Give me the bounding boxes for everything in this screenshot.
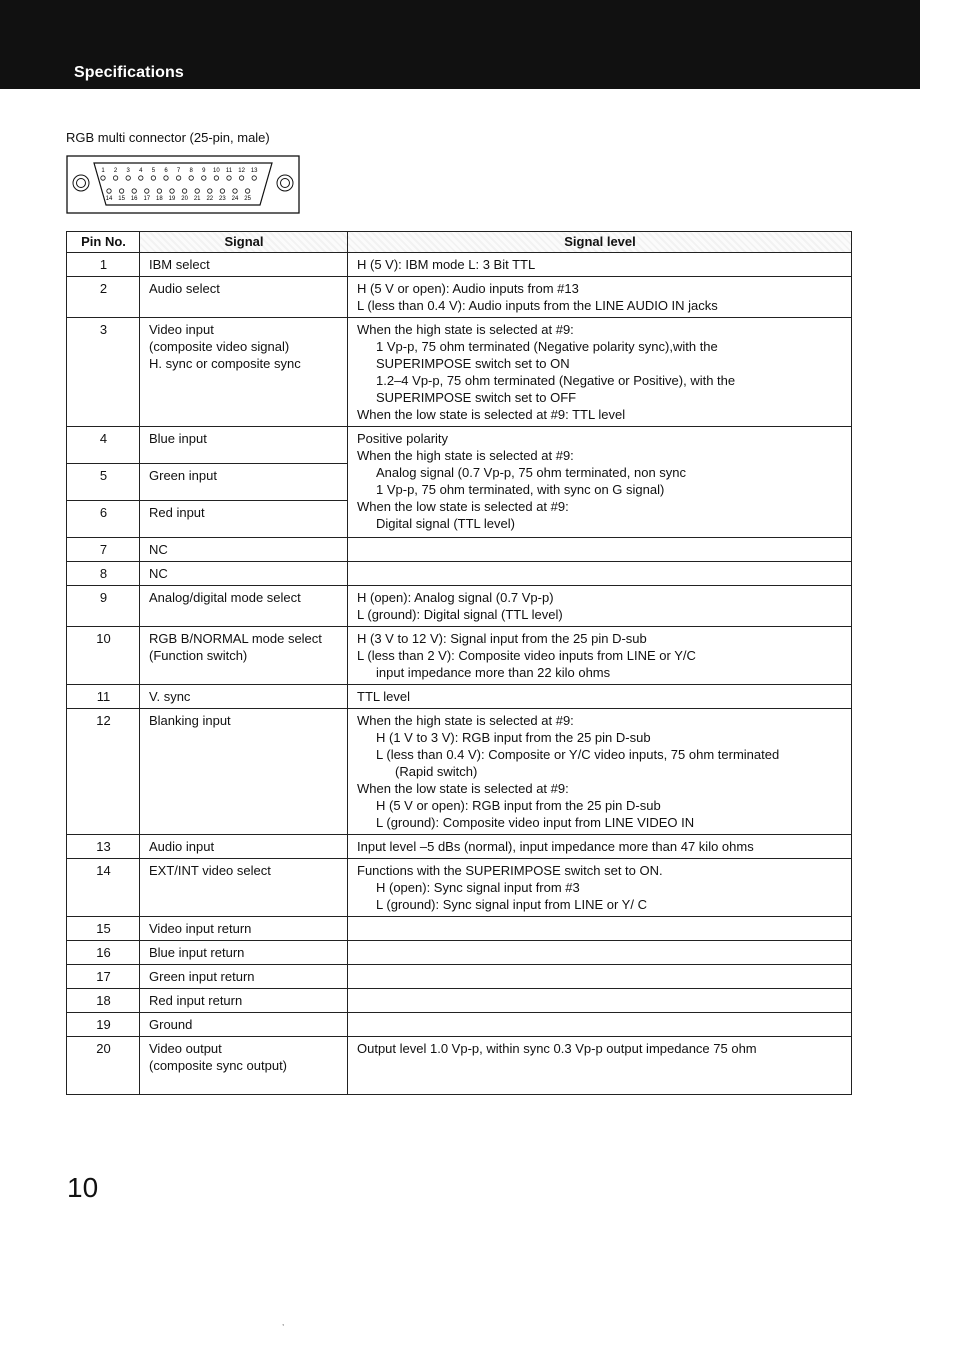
pin-label: 4 bbox=[139, 168, 143, 174]
pin-label: 9 bbox=[202, 168, 206, 174]
table-row bbox=[67, 941, 852, 965]
signal-line: NC bbox=[149, 542, 168, 557]
pin-number-cell: 14 bbox=[67, 859, 140, 917]
signal-level-line: Input level –5 dBs (normal), input impedance more than 47 kilo ohms bbox=[357, 839, 754, 854]
signal-level-cell bbox=[348, 253, 852, 277]
signal-level-line: When the low state is selected at #9: bbox=[357, 781, 569, 796]
table-row bbox=[67, 859, 852, 917]
connector-caption: RGB multi connector (25-pin, male) bbox=[66, 130, 270, 145]
pin-hole bbox=[195, 189, 199, 193]
signal-cell bbox=[140, 627, 348, 685]
signal-cell bbox=[140, 538, 348, 562]
signal-level-line: 1 Vp-p, 75 ohm terminated, with sync on G signal) bbox=[376, 482, 665, 497]
signal-level-cell bbox=[348, 965, 852, 989]
pin-number-cell: 13 bbox=[67, 835, 140, 859]
signal-line: Ground bbox=[149, 1017, 193, 1032]
signal-level-cell bbox=[348, 941, 852, 965]
signal-level-line: 1 Vp-p, 75 ohm terminated (Negative polarity sync),with the bbox=[376, 339, 718, 354]
signal-level-cell bbox=[348, 586, 852, 627]
signal-level-line: Output level 1.0 Vp-p, within sync 0.3 Vp-p output impedance 75 ohm bbox=[357, 1041, 757, 1056]
signal-level-line: Digital signal (TTL level) bbox=[376, 516, 515, 531]
signal-level-cell bbox=[348, 709, 852, 835]
signal-cell bbox=[140, 941, 348, 965]
table-row bbox=[67, 835, 852, 859]
signal-level-line: L (ground): Composite video input from LINE VIDEO IN bbox=[376, 815, 695, 830]
signal-line: Blanking input bbox=[149, 713, 231, 728]
pin-number-cell: 19 bbox=[67, 1013, 140, 1037]
pin-hole bbox=[182, 189, 186, 193]
signal-cell bbox=[140, 1013, 348, 1037]
pin-hole bbox=[157, 189, 161, 193]
signal-level-cell bbox=[348, 685, 852, 709]
signal-line: Red input return bbox=[149, 993, 243, 1008]
signal-cell bbox=[140, 835, 348, 859]
signal-line: Green input return bbox=[149, 969, 255, 984]
pin-number-cell: 8 bbox=[67, 562, 140, 586]
signal-level-line: H (1 V to 3 V): RGB input from the 25 pin D-sub bbox=[376, 730, 651, 745]
signal-level-cell bbox=[348, 562, 852, 586]
signal-cell bbox=[140, 501, 348, 538]
signal-line: Blue input bbox=[149, 431, 207, 446]
pin-hole bbox=[214, 176, 218, 180]
signal-level-cell bbox=[348, 835, 852, 859]
connector-diagram bbox=[66, 155, 300, 215]
pin-number-cell: 1 bbox=[67, 253, 140, 277]
signal-line: Video input bbox=[149, 322, 214, 337]
pin-hole bbox=[101, 176, 105, 180]
signal-cell bbox=[140, 917, 348, 941]
pin-number-cell: 7 bbox=[67, 538, 140, 562]
table-row bbox=[67, 1013, 852, 1037]
pin-label: 16 bbox=[130, 196, 138, 202]
header-signal: Signal bbox=[140, 232, 348, 253]
signal-level-line: L (ground): Digital signal (TTL level) bbox=[357, 607, 563, 622]
pin-label: 17 bbox=[143, 196, 151, 202]
table-row bbox=[67, 538, 852, 562]
signal-level-line: L (less than 2 V): Composite video inputs from LINE or Y/C bbox=[357, 648, 696, 663]
signal-cell bbox=[140, 464, 348, 501]
pin-hole bbox=[189, 176, 193, 180]
signal-level-line: L (ground): Sync signal input from LINE or Y/ C bbox=[376, 897, 647, 912]
table-row bbox=[67, 685, 852, 709]
signal-level-line: SUPERIMPOSE switch set to ON bbox=[376, 356, 570, 371]
signal-level-line: TTL level bbox=[357, 689, 410, 704]
pin-hole bbox=[107, 189, 111, 193]
table-row bbox=[67, 277, 852, 318]
table-row bbox=[67, 709, 852, 835]
pin-number-cell: 9 bbox=[67, 586, 140, 627]
signal-line: V. sync bbox=[149, 689, 191, 704]
signal-level-cell bbox=[348, 318, 852, 427]
signal-cell bbox=[140, 253, 348, 277]
pin-number-cell: 11 bbox=[67, 685, 140, 709]
signal-level-line: (Rapid switch) bbox=[395, 764, 478, 779]
signal-level-cell bbox=[348, 277, 852, 318]
signal-cell bbox=[140, 277, 348, 318]
pin-label: 12 bbox=[238, 168, 245, 174]
signal-level-line: H (open): Sync signal input from #3 bbox=[376, 880, 580, 895]
pin-hole bbox=[239, 176, 243, 180]
signal-level-line: When the low state is selected at #9: TTL level bbox=[357, 407, 626, 422]
table-row bbox=[67, 627, 852, 685]
table-row bbox=[67, 965, 852, 989]
pin-hole bbox=[202, 176, 206, 180]
signal-level-line: L (less than 0.4 V): Audio inputs from the LINE AUDIO IN jacks bbox=[357, 298, 718, 313]
header-signal-level: Signal level bbox=[348, 232, 852, 253]
pin-hole bbox=[164, 176, 168, 180]
table-header-row bbox=[67, 232, 852, 253]
pin-number-cell: 18 bbox=[67, 989, 140, 1013]
signal-level-line: SUPERIMPOSE switch set to OFF bbox=[376, 390, 577, 405]
pin-hole bbox=[132, 189, 136, 193]
pin-hole bbox=[208, 189, 212, 193]
signal-cell bbox=[140, 685, 348, 709]
signal-cell bbox=[140, 709, 348, 835]
signal-level-line: 1.2–4 Vp-p, 75 ohm terminated (Negative or Positive), with the bbox=[376, 373, 736, 388]
pin-hole bbox=[170, 189, 174, 193]
signal-line: Audio input bbox=[149, 839, 215, 854]
signal-line: H. sync or composite sync bbox=[149, 356, 301, 371]
signal-cell bbox=[140, 989, 348, 1013]
pin-number-cell: 4 bbox=[67, 427, 140, 464]
pin-number-cell: 6 bbox=[67, 501, 140, 538]
signal-line: (Function switch) bbox=[149, 648, 248, 663]
signal-level-cell bbox=[348, 859, 852, 917]
pin-label: 2 bbox=[113, 168, 118, 174]
signal-level-cell bbox=[348, 989, 852, 1013]
signal-cell bbox=[140, 427, 348, 464]
pin-label: 1 bbox=[101, 168, 105, 174]
pin-number-cell: 20 bbox=[67, 1037, 140, 1095]
pin-label: 23 bbox=[219, 196, 226, 202]
pin-label: 24 bbox=[231, 196, 239, 202]
signal-line: Green input bbox=[149, 468, 217, 483]
table-row bbox=[67, 318, 852, 427]
signal-cell bbox=[140, 859, 348, 917]
pin-label: 5 bbox=[151, 168, 156, 174]
pin-number-cell: 15 bbox=[67, 917, 140, 941]
pin-hole bbox=[119, 189, 123, 193]
signal-line: Video input return bbox=[149, 921, 252, 936]
signal-cell bbox=[140, 965, 348, 989]
signal-line: (composite sync output) bbox=[149, 1058, 288, 1073]
section-title: Specifications bbox=[74, 64, 184, 81]
signal-level-line: input impedance more than 22 kilo ohms bbox=[376, 665, 611, 680]
header-pin-no: Pin No. bbox=[67, 232, 140, 253]
pin-label: 13 bbox=[250, 168, 258, 174]
signal-level-line: When the low state is selected at #9: bbox=[357, 499, 569, 514]
pin-label: 21 bbox=[193, 196, 201, 202]
signal-line: NC bbox=[149, 566, 168, 581]
signal-level-line: When the high state is selected at #9: bbox=[357, 322, 574, 337]
signal-level-cell bbox=[348, 427, 852, 538]
mounting-screw-right-icon bbox=[277, 175, 293, 191]
signal-line: IBM select bbox=[149, 257, 210, 272]
signal-level-line: When the high state is selected at #9: bbox=[357, 713, 574, 728]
signal-level-line: H (5 V or open): RGB input from the 25 pin D-sub bbox=[376, 798, 661, 813]
stray-mark: , bbox=[282, 1318, 285, 1327]
pin-hole bbox=[139, 176, 143, 180]
signal-line: Red input bbox=[149, 505, 205, 520]
pinout-table bbox=[66, 231, 852, 1095]
pin-number-cell: 2 bbox=[67, 277, 140, 318]
table-row bbox=[67, 586, 852, 627]
pin-hole bbox=[126, 176, 130, 180]
signal-line: Blue input return bbox=[149, 945, 245, 960]
signal-line: EXT/INT video select bbox=[149, 863, 271, 878]
pin-label: 11 bbox=[225, 168, 233, 174]
table-row bbox=[67, 427, 852, 464]
signal-line: Video output bbox=[149, 1041, 222, 1056]
pin-number-cell: 5 bbox=[67, 464, 140, 501]
mounting-screw-left-icon bbox=[73, 175, 89, 191]
pin-hole bbox=[252, 176, 256, 180]
pin-number-cell: 16 bbox=[67, 941, 140, 965]
pin-label: 8 bbox=[189, 168, 193, 174]
pin-number-cell: 10 bbox=[67, 627, 140, 685]
pin-hole bbox=[176, 176, 180, 180]
signal-level-line: H (3 V to 12 V): Signal input from the 25 pin D-sub bbox=[357, 631, 647, 646]
signal-line: Analog/digital mode select bbox=[149, 590, 301, 605]
pin-label: 19 bbox=[168, 196, 176, 202]
signal-level-cell bbox=[348, 917, 852, 941]
signal-line: (composite video signal) bbox=[149, 339, 290, 354]
signal-level-cell bbox=[348, 1037, 852, 1095]
pin-label: 25 bbox=[244, 196, 251, 202]
table-row bbox=[67, 253, 852, 277]
signal-cell bbox=[140, 318, 348, 427]
pin-hole bbox=[245, 189, 249, 193]
pin-hole bbox=[113, 176, 117, 180]
signal-cell bbox=[140, 1037, 348, 1095]
pin-hole bbox=[227, 176, 231, 180]
pin-label: 6 bbox=[164, 168, 168, 174]
pin-number-cell: 12 bbox=[67, 709, 140, 835]
signal-level-cell bbox=[348, 627, 852, 685]
pin-label: 22 bbox=[206, 196, 214, 202]
signal-cell bbox=[140, 562, 348, 586]
signal-cell bbox=[140, 586, 348, 627]
signal-level-line: When the high state is selected at #9: bbox=[357, 448, 574, 463]
signal-level-line: Positive polarity bbox=[357, 431, 449, 446]
signal-level-line: H (open): Analog signal (0.7 Vp-p) bbox=[357, 590, 554, 605]
signal-line: Audio select bbox=[149, 281, 220, 296]
signal-level-line: L (less than 0.4 V): Composite or Y/C video inputs, 75 ohm terminated bbox=[376, 747, 780, 762]
table-body bbox=[67, 253, 852, 1095]
signal-level-line: Functions with the SUPERIMPOSE switch set to ON. bbox=[357, 863, 663, 878]
page-number: 10 bbox=[67, 1172, 99, 1203]
signal-level-cell bbox=[348, 538, 852, 562]
signal-line: RGB B/NORMAL mode select bbox=[149, 631, 322, 646]
table-row bbox=[67, 917, 852, 941]
pin-label: 10 bbox=[213, 168, 220, 174]
pin-label: 14 bbox=[105, 196, 113, 202]
pin-label: 7 bbox=[176, 168, 181, 174]
signal-level-line: Analog signal (0.7 Vp-p, 75 ohm terminated, non sync bbox=[376, 465, 687, 480]
pin-label: 20 bbox=[181, 196, 188, 202]
pin-number-cell: 17 bbox=[67, 965, 140, 989]
pin-label: 15 bbox=[118, 196, 125, 202]
pin-hole bbox=[233, 189, 237, 193]
pin-hole bbox=[151, 176, 155, 180]
pin-hole bbox=[220, 189, 224, 193]
signal-level-cell bbox=[348, 1013, 852, 1037]
pin-label: 3 bbox=[126, 168, 130, 174]
table-row bbox=[67, 989, 852, 1013]
pin-hole bbox=[145, 189, 149, 193]
table-row bbox=[67, 1037, 852, 1095]
table-row bbox=[67, 562, 852, 586]
pin-number-cell: 3 bbox=[67, 318, 140, 427]
pin-label: 18 bbox=[156, 196, 163, 202]
signal-level-line: H (5 V or open): Audio inputs from #13 bbox=[357, 281, 579, 296]
signal-level-line: H (5 V): IBM mode L: 3 Bit TTL bbox=[357, 257, 536, 272]
